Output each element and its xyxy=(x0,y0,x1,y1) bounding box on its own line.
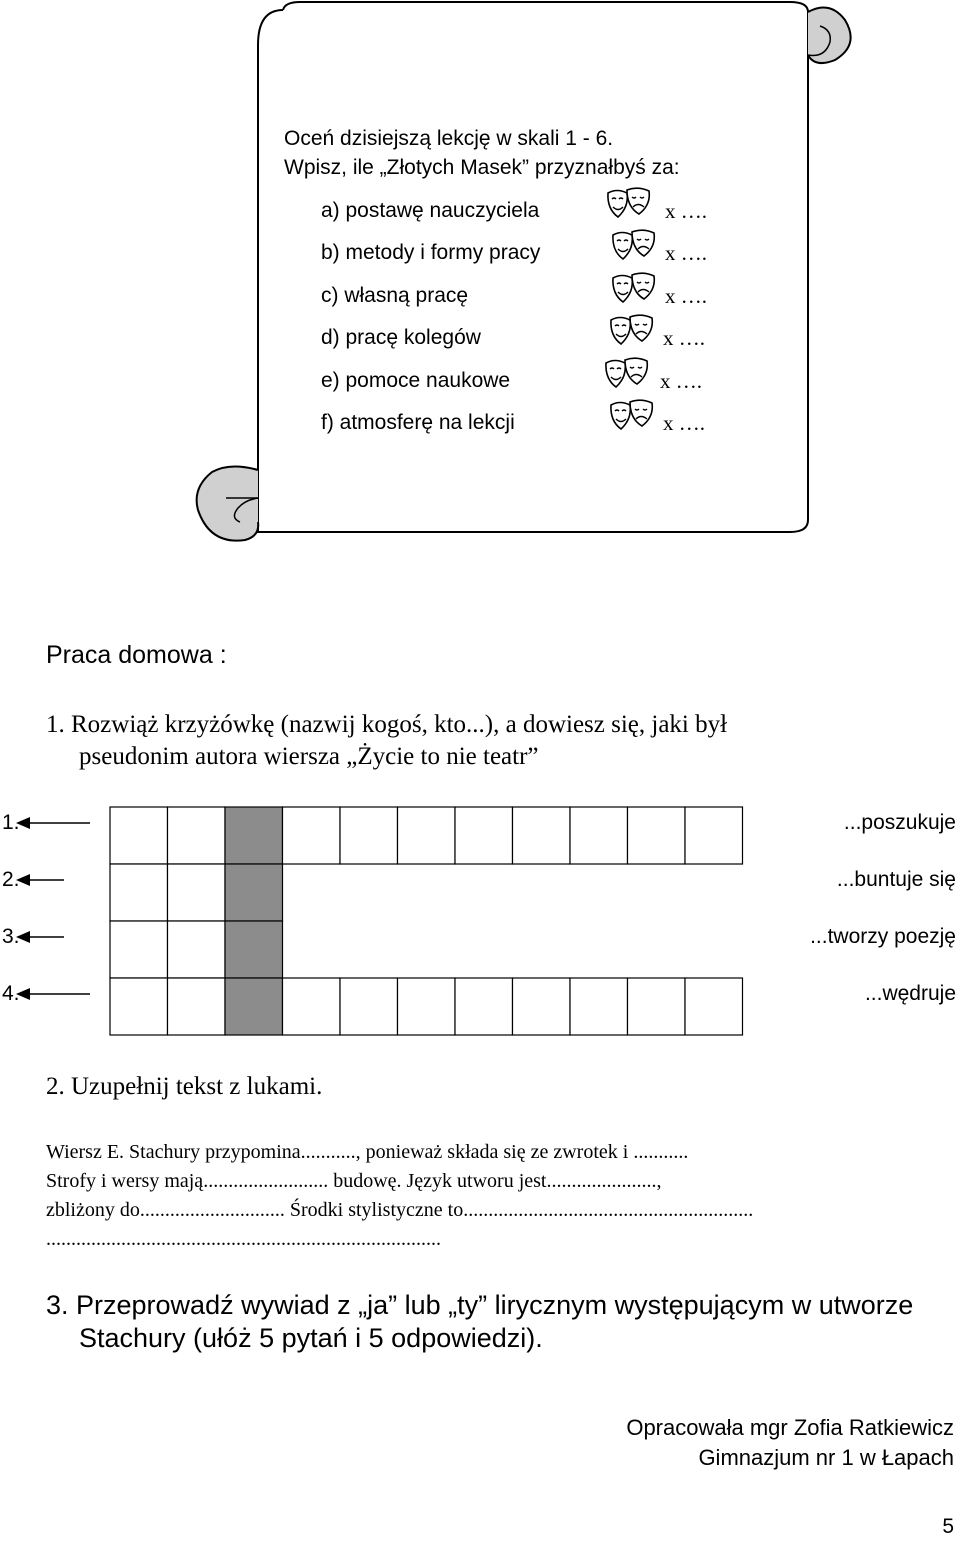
footer-school: Gimnazjum nr 1 w Łapach xyxy=(698,1445,954,1470)
evaluation-item-score: x …. xyxy=(665,284,707,308)
crossword-cell[interactable] xyxy=(340,978,398,1035)
crossword-cell[interactable] xyxy=(513,978,571,1035)
crossword-key-cell[interactable] xyxy=(225,978,283,1035)
crossword-cell[interactable] xyxy=(340,807,398,864)
task1-line2: pseudonim autora wiersza „Życie to nie teatr” xyxy=(79,743,539,770)
crossword-cell[interactable] xyxy=(455,978,513,1035)
crossword-clue: ...tworzy poezję xyxy=(810,925,956,948)
crossword-cell[interactable] xyxy=(283,978,341,1035)
task2-title: 2. Uzupełnij tekst z lukami. xyxy=(46,1073,323,1100)
crossword-cell[interactable] xyxy=(685,807,743,864)
crossword-cell[interactable] xyxy=(168,864,226,921)
evaluation-item-score: x …. xyxy=(663,411,705,435)
evaluation-item-label: d) pracę kolegów xyxy=(321,326,481,349)
crossword-cell[interactable] xyxy=(398,807,456,864)
evaluation-item-label: a) postawę nauczyciela xyxy=(321,199,540,222)
crossword-cell[interactable] xyxy=(168,978,226,1035)
evaluation-instruction-1: Oceń dzisiejszą lekcję w skali 1 - 6. xyxy=(284,127,614,150)
crossword-key-cell[interactable] xyxy=(225,807,283,864)
crossword-cell[interactable] xyxy=(168,807,226,864)
crossword-key-cell[interactable] xyxy=(225,864,283,921)
task3-line2: Stachury (ułóż 5 pytań i 5 odpowiedzi). xyxy=(79,1323,543,1353)
evaluation-item-score: x …. xyxy=(660,369,702,393)
task1-line1: 1. Rozwiąż krzyżówkę (nazwij kogoś, kto...), a dowiesz się, jaki był xyxy=(46,711,728,738)
crossword-cell[interactable] xyxy=(110,921,168,978)
footer-author: Opracowała mgr Zofia Ratkiewicz xyxy=(626,1415,954,1440)
crossword-cell[interactable] xyxy=(283,807,341,864)
evaluation-item-score: x …. xyxy=(665,241,707,265)
crossword-clue: ...poszukuje xyxy=(843,811,956,834)
evaluation-item-label: b) metody i formy pracy xyxy=(321,241,541,264)
homework-title: Praca domowa : xyxy=(46,641,227,669)
evaluation-item-score: x …. xyxy=(665,199,707,223)
evaluation-item-label: f) atmosferę na lekcji xyxy=(321,411,515,434)
evaluation-item-score: x …. xyxy=(663,326,705,350)
crossword-cell[interactable] xyxy=(398,978,456,1035)
crossword-cell[interactable] xyxy=(455,807,513,864)
crossword-cell[interactable] xyxy=(513,807,571,864)
page-number: 5 xyxy=(942,1515,954,1538)
crossword-row-number: 1. xyxy=(2,811,20,834)
evaluation-item-label: c) własną pracę xyxy=(321,284,469,307)
crossword-clue: ...buntuje się xyxy=(836,868,956,891)
crossword-key-cell[interactable] xyxy=(225,921,283,978)
crossword-row-number: 2. xyxy=(2,868,20,891)
crossword-cell[interactable] xyxy=(628,978,686,1035)
crossword-cell[interactable] xyxy=(628,807,686,864)
evaluation-item-label: e) pomoce naukowe xyxy=(321,369,511,392)
evaluation-instruction-2: Wpisz, ile „Złotych Masek” przyznałbyś za: xyxy=(284,156,680,179)
task2-line-1: Wiersz E. Stachury przypomina..........., ponieważ składa się ze zwrotek i ........... xyxy=(46,1141,689,1163)
crossword-cell[interactable] xyxy=(110,864,168,921)
crossword-row-number: 3. xyxy=(2,925,20,948)
task2-line-2: Strofy i wersy mają......................... budowę. Język utworu jest......................, xyxy=(46,1170,662,1192)
task2-line-3: zbliżony do............................. Środki stylistyczne to.......................................................... xyxy=(46,1199,754,1221)
crossword-cell[interactable] xyxy=(570,978,628,1035)
task2-line-4: ............................................................................... xyxy=(46,1228,441,1250)
crossword-cell[interactable] xyxy=(110,978,168,1035)
crossword-row-number: 4. xyxy=(2,982,20,1005)
crossword-cell[interactable] xyxy=(110,807,168,864)
crossword-cell[interactable] xyxy=(168,921,226,978)
task3-line1: 3. Przeprowadź wywiad z „ja” lub „ty” lirycznym występującym w utworze xyxy=(46,1290,914,1320)
crossword-cell[interactable] xyxy=(570,807,628,864)
crossword-cell[interactable] xyxy=(685,978,743,1035)
crossword-clue: ...wędruje xyxy=(864,982,956,1005)
